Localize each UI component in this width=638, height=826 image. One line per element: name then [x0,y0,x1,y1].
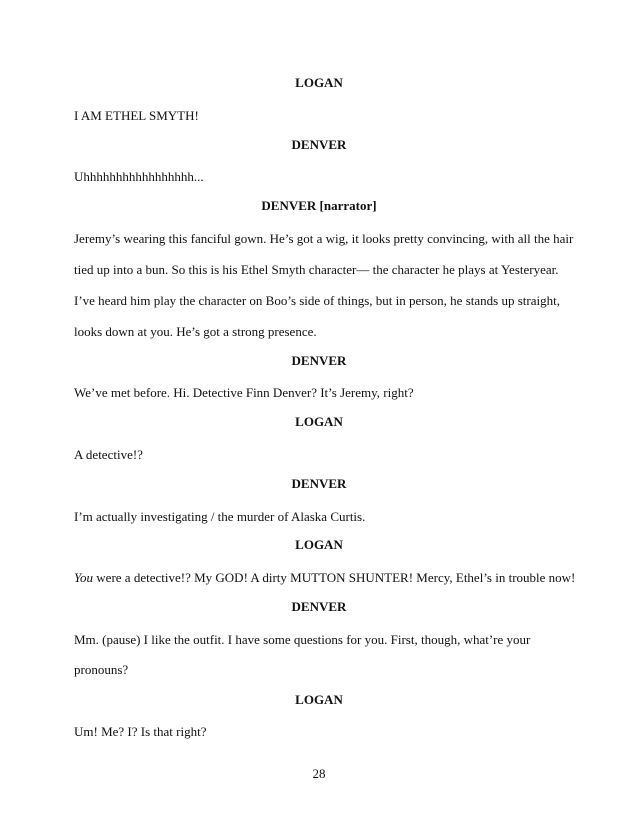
speaker-heading: DENVER [291,599,347,614]
dialogue-line: I’m actually investigating / the murder of Alaska Curtis. [74,509,366,524]
dialogue-line: We’ve met before. Hi. Detective Finn Denver? It’s Jeremy, right? [74,385,414,400]
dialogue-line: tied up into a bun. So this is his Ethel Smyth character— the character he plays at Yesteryear. [74,262,559,277]
speaker-heading: LOGAN [295,537,343,552]
dialogue-line: I’ve heard him play the character on Boo’s side of things, but in person, he stands up straight, [74,293,560,308]
dialogue-line: looks down at you. He’s got a strong presence. [74,324,317,339]
dialogue-line: Mm. (pause) I like the outfit. I have some questions for you. First, though, what’re your [74,632,531,647]
dialogue-line: pronouns? [74,662,129,677]
speaker-heading: DENVER [narrator] [261,198,377,213]
dialogue-line: I AM ETHEL SMYTH! [74,108,199,123]
italic-emphasis: You [74,570,94,585]
dialogue-line [74,570,574,586]
speaker-heading: LOGAN [295,75,343,90]
page-number: 28 [312,766,326,781]
dialogue-line-text: were a detective!? My GOD! A dirty MUTTON SHUNTER! Mercy, Ethel’s in trouble now! [93,570,576,585]
speaker-heading: LOGAN [295,692,343,707]
dialogue-line: Uhhhhhhhhhhhhhhhhh... [74,169,204,184]
dialogue-line: Um! Me? I? Is that right? [74,724,207,739]
speaker-heading: DENVER [291,137,347,152]
speaker-heading: LOGAN [295,414,343,429]
dialogue-line: A detective!? [74,447,143,462]
speaker-heading: DENVER [291,353,347,368]
dialogue-line: Jeremy’s wearing this fanciful gown. He’s got a wig, it looks pretty convincing, with all the hair [74,231,574,246]
speaker-heading: DENVER [291,476,347,491]
